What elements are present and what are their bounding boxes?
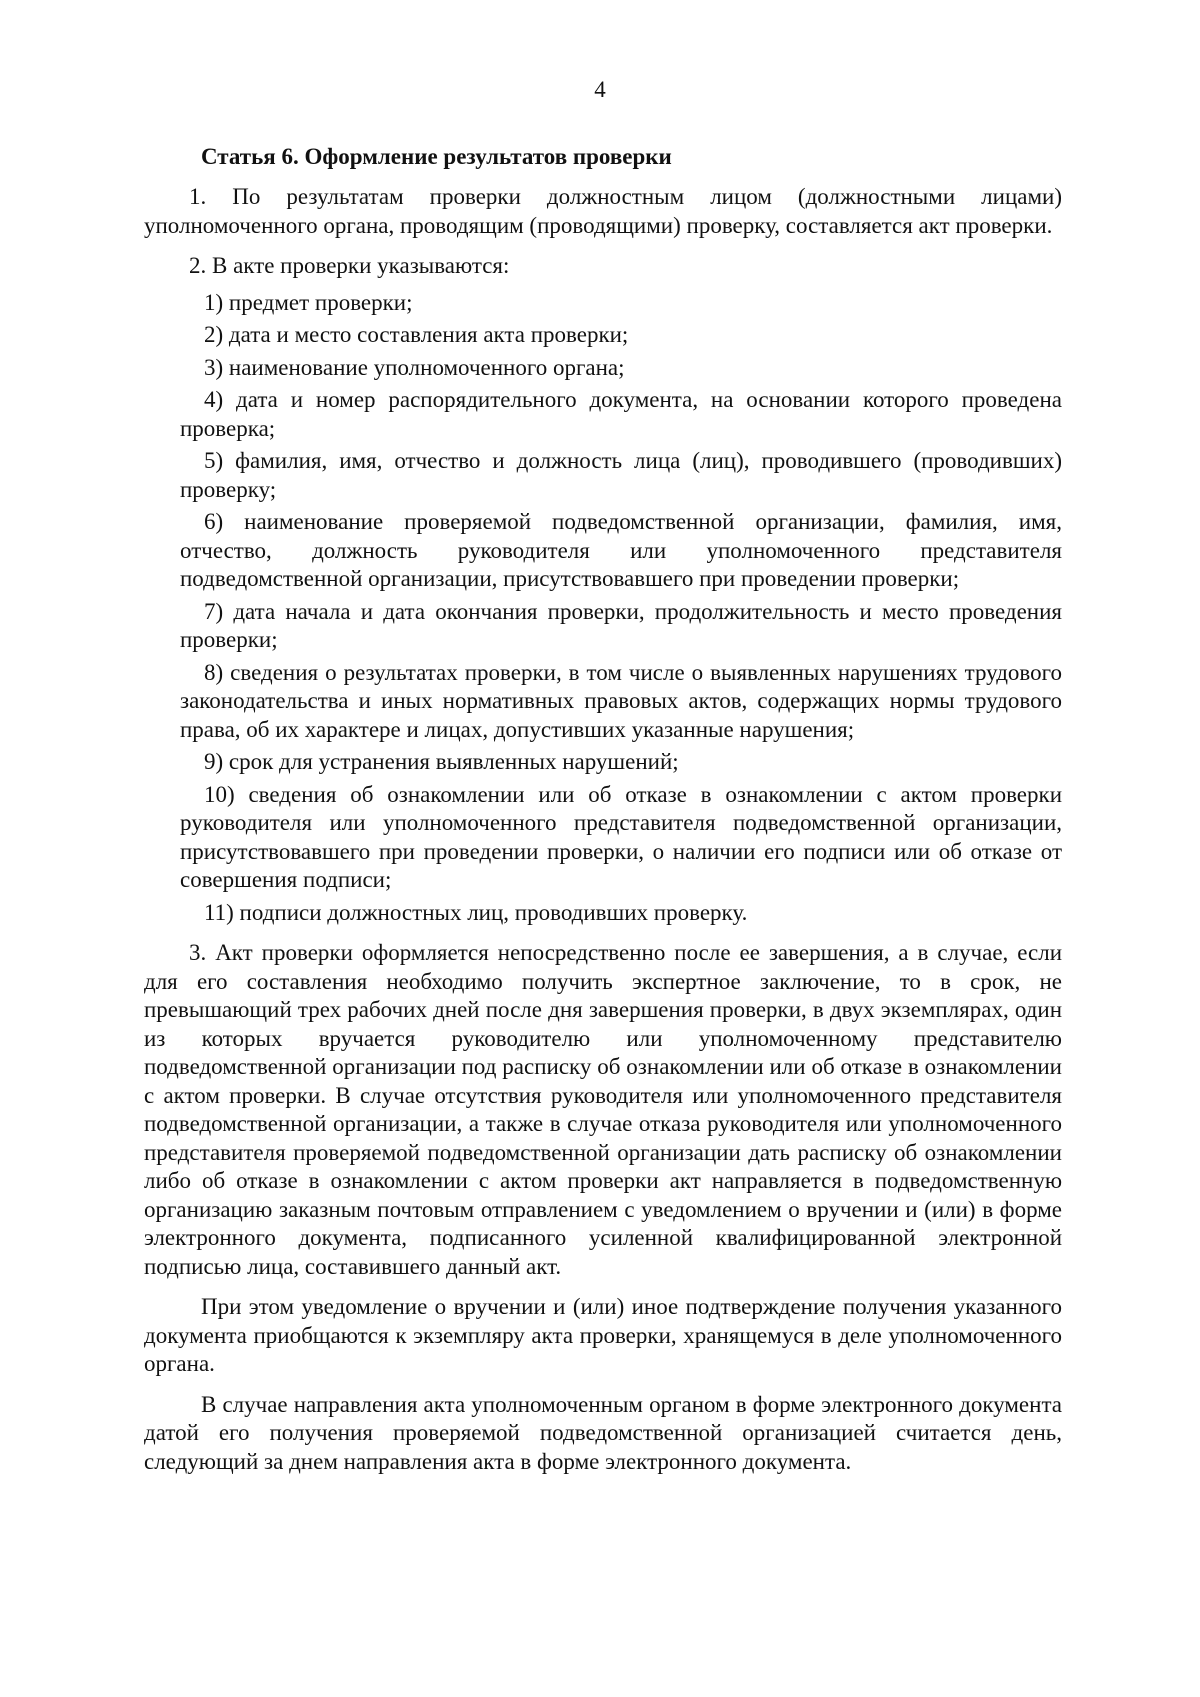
list-item: 8) сведения о результатах проверки, в том числе о выявленных нарушениях трудового законодательства и иных нормативных правовых актов, содержащих нормы трудового права, об их характере и лицах, допустивших указанные нарушения; xyxy=(180,659,1062,742)
list-item: 1) предмет проверки; xyxy=(204,289,413,315)
list-item: 11) подписи должностных лиц, проводивших проверку. xyxy=(204,899,748,925)
list-item: 3) наименование уполномоченного органа; xyxy=(204,354,625,380)
list-item: 9) срок для устранения выявленных нарушений; xyxy=(204,749,679,774)
paragraph-2: 2. В акте проверки указываются: xyxy=(189,253,510,278)
list-item: 6) наименование проверяемой подведомственной организации, фамилия, имя, отчество, должность руководителя или уполномоченного представителя подведомственной организации, присутствовавшего при проведении проверки; xyxy=(180,509,1062,591)
paragraph-4: При этом уведомление о вручении и (или) иное подтверждение получения указанного документа приобщаются к экземпляру акта проверки, хранящемуся в деле уполномоченного органа. xyxy=(144,1294,1062,1376)
act-contents-list xyxy=(144,289,1062,928)
paragraph-5: В случае направления акта уполномоченным органом в форме электронного документа датой его получения проверяемой подведомственной организацией считается день, следующий за днем направления акта в форме электронного документа. xyxy=(144,1391,1062,1474)
list-item: 4) дата и номер распорядительного документа, на основании которого проведена проверка; xyxy=(180,387,1062,441)
list-item: 7) дата начала и дата окончания проверки, продолжительность и место проведения проверки; xyxy=(180,598,1062,652)
paragraph-1: 1. По результатам проверки должностным лицом (должностными лицами) уполномоченного органа, проводящим (проводящими) проверку, составляется акт проверки. xyxy=(144,184,1062,238)
page-number: 4 xyxy=(594,77,606,102)
document-body xyxy=(144,143,1062,1476)
paragraph-3: 3. Акт проверки оформляется непосредственно после ее завершения, а в случае, если для его составления необходимо получить экспертное заключение, то в срок, не превышающий трех рабочих дней после дня завершения проверки, в двух экземплярах, один из которых вручается руководителю или уполномоченному представителю подведомственной организации под расписку об ознакомлении или об отказе в ознакомлении с актом проверки. В случае отсутствия руководителя или уполномоченного представителя подведомственной организации, а также в случае отказа руководителя или уполномоченного представителя проверяемой подведомственной организации дать расписку об ознакомлении либо об отказе в ознакомлении с актом проверки акт направляется в подведомственную организацию заказным почтовым отправлением с уведомлением о вручении и (или) в форме электронного документа, подписанного усиленной квалифицированной электронной подписью лица, составившего данный акт. xyxy=(144,940,1062,1279)
list-item: 5) фамилия, имя, отчество и должность лица (лиц), проводившего (проводивших) проверку; xyxy=(180,448,1062,502)
list-item: 10) сведения об ознакомлении или об отказе в ознакомлении с актом проверки руководителя или уполномоченного представителя подведомственной организации, присутствовавшего при проведении проверки, о наличии его подписи или об отказе от совершения подписи; xyxy=(180,781,1062,892)
article-title: Статья 6. Оформление результатов проверки xyxy=(201,144,672,169)
list-item: 2) дата и место составления акта проверки; xyxy=(204,322,629,347)
